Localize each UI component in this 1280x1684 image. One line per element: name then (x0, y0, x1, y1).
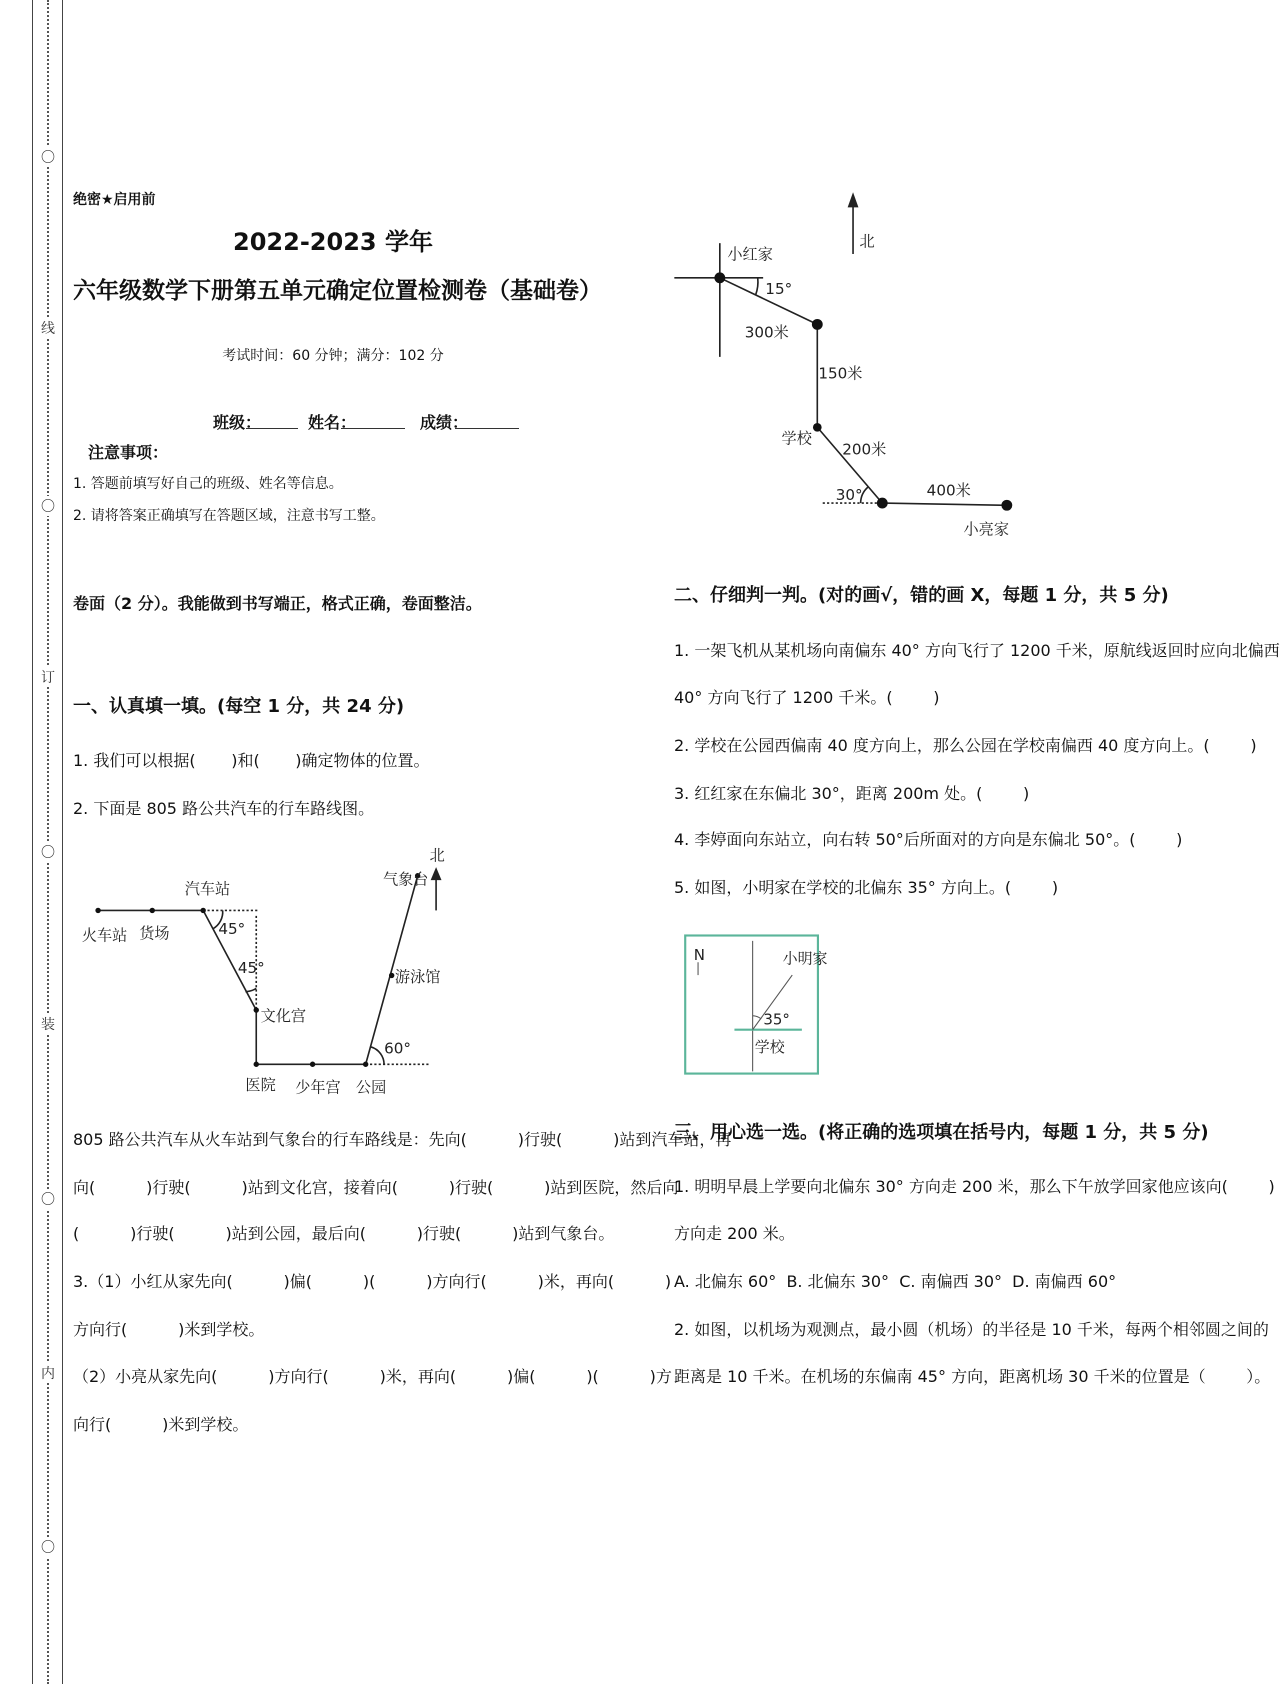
xiaoming-figure (682, 932, 828, 1076)
judge-line: 4. 李婷面向东站立，向右转 50°后所面对的方向是东偏北 50°。( ) (674, 830, 1183, 849)
route-line: ( )行驶( )站到公园，最后向( )行驶( )站到气象台。 (73, 1224, 615, 1243)
judge-line: 3. 红红家在东偏北 30°，距离 200m 处。( ) (674, 784, 1030, 803)
route-line: 805 路公共汽车从火车站到气象台的行车路线是：先向( )行驶( )站到汽车站，再 (73, 1130, 732, 1149)
label-youth-palace: 少年宫 (295, 1078, 341, 1097)
binding-mark: 〇 (38, 1537, 58, 1557)
note-item: 2. 请将答案正确填写在答题区域，注意书写工整。 (73, 508, 385, 524)
binding-mark: 内 (38, 1363, 58, 1383)
question-3-line: 向行( )米到学校。 (73, 1415, 249, 1434)
choice-options: A. 北偏东 60° B. 北偏东 30° C. 南偏西 30° D. 南偏西 60° (674, 1272, 1117, 1291)
label-train-station: 火车站 (81, 926, 128, 945)
binding-mark: 线 (38, 318, 58, 338)
label-park: 公园 (355, 1078, 387, 1097)
score-field[interactable] (455, 428, 519, 429)
bus-route-map (76, 840, 456, 1100)
label-angle: 45° (218, 920, 246, 939)
section1-title: 一、认真填一填。(每空 1 分，共 24 分) (73, 696, 405, 717)
choice-line: 1. 明明早晨上学要向北偏东 30° 方向走 200 米，那么下午放学回家他应该向( ) (674, 1177, 1275, 1196)
label-distance: 400米 (926, 481, 971, 500)
binding-mark: 〇 (38, 842, 58, 862)
title-year: 2022-2023 学年 (233, 228, 433, 256)
question-3-line: （2）小亮从家先向( )方向行( )米，再向( )偏( )( )方 (73, 1367, 672, 1386)
label-xiaohong-home: 小红家 (727, 245, 773, 264)
notes-title: 注意事项： (88, 443, 169, 462)
north-label: N (693, 946, 705, 965)
label-weather-station: 气象台 (383, 870, 429, 889)
choice-line: 方向走 200 米。 (674, 1224, 795, 1243)
choice-line: 距离是 10 千米。在机场的东偏南 45° 方向，距离机场 30 千米的位置是（ ）。 (674, 1367, 1271, 1386)
route-line: 向( )行驶( )站到文化宫，接着向( )行驶( )站到医院，然后向 (73, 1178, 679, 1197)
label-angle: 15° (765, 280, 793, 299)
choice-line: 2. 如图，以机场为观测点，最小圆（机场）的半径是 10 千米，每两个相邻圆之间的 (674, 1320, 1269, 1339)
label-xiaoming-home: 小明家 (782, 949, 828, 968)
label-distance: 200米 (842, 440, 887, 459)
judge-line: 2. 学校在公园西偏南 40 度方向上，那么公园在学校南偏西 40 度方向上。( ) (674, 736, 1257, 755)
label-angle: 35° (763, 1010, 790, 1029)
neatness-note: 卷面（2 分）。我能做到书写端正，格式正确，卷面整洁。 (73, 594, 482, 613)
label-distance: 300米 (744, 323, 789, 342)
label-angle: 45° (237, 959, 265, 978)
binding-mark: 〇 (38, 147, 58, 167)
label-school: 学校 (781, 429, 812, 448)
binding-mark: 〇 (38, 1189, 58, 1209)
note-item: 1. 答题前填写好自己的班级、姓名等信息。 (73, 476, 343, 492)
question-2: 2. 下面是 805 路公共汽车的行车路线图。 (73, 799, 375, 818)
label-hospital: 医院 (245, 1076, 276, 1095)
class-label: 班级： (213, 413, 262, 432)
name-field[interactable] (341, 428, 405, 429)
margin-line (32, 0, 33, 1684)
section2-title: 二、仔细判一判。(对的画√，错的画 X，每题 1 分，共 5 分) (674, 585, 1169, 606)
confidential-label: 绝密★启用前 (73, 192, 156, 208)
score-label: 成绩： (420, 413, 469, 432)
judge-line: 5. 如图，小明家在学校的北偏东 35° 方向上。( ) (674, 878, 1059, 897)
binding-mark: 订 (38, 667, 58, 687)
label-pool: 游泳馆 (394, 967, 441, 986)
binding-mark: 〇 (38, 496, 58, 516)
label-angle: 60° (384, 1039, 411, 1058)
xiaohong-xiaoliang-map (671, 189, 1021, 541)
class-field[interactable] (246, 428, 298, 429)
label-school: 学校 (754, 1038, 785, 1057)
question-1: 1. 我们可以根据( )和( )确定物体的位置。 (73, 751, 430, 770)
binding-mark: 装 (38, 1014, 58, 1034)
margin-line (62, 0, 63, 1684)
page-title: 六年级数学下册第五单元确定位置检测卷（基础卷） (73, 278, 602, 304)
label-bus-station: 汽车站 (184, 880, 231, 899)
label-xiaoliang-home: 小亮家 (963, 520, 1009, 539)
label-angle: 30° (835, 485, 863, 504)
north-label: 北 (429, 846, 445, 865)
name-label: 姓名： (308, 413, 357, 432)
label-yard: 货场 (139, 924, 170, 943)
exam-info: 考试时间：60 分钟；满分：102 分 (222, 348, 444, 364)
north-label: 北 (859, 232, 875, 251)
question-3-line: 3.（1）小红从家先向( )偏( )( )方向行( )米，再向( ) (73, 1272, 672, 1291)
judge-line: 1. 一架飞机从某机场向南偏东 40° 方向飞行了 1200 千米，原航线返回时应向北偏西 (674, 641, 1280, 660)
judge-line: 40° 方向飞行了 1200 千米。( ) (674, 688, 940, 707)
question-3-line: 方向行( )米到学校。 (73, 1320, 265, 1339)
label-distance: 150米 (818, 364, 863, 383)
section3-title: 三、用心选一选。(将正确的选项填在括号内，每题 1 分，共 5 分) (674, 1122, 1209, 1143)
label-culture-palace: 文化宫 (260, 1006, 307, 1025)
